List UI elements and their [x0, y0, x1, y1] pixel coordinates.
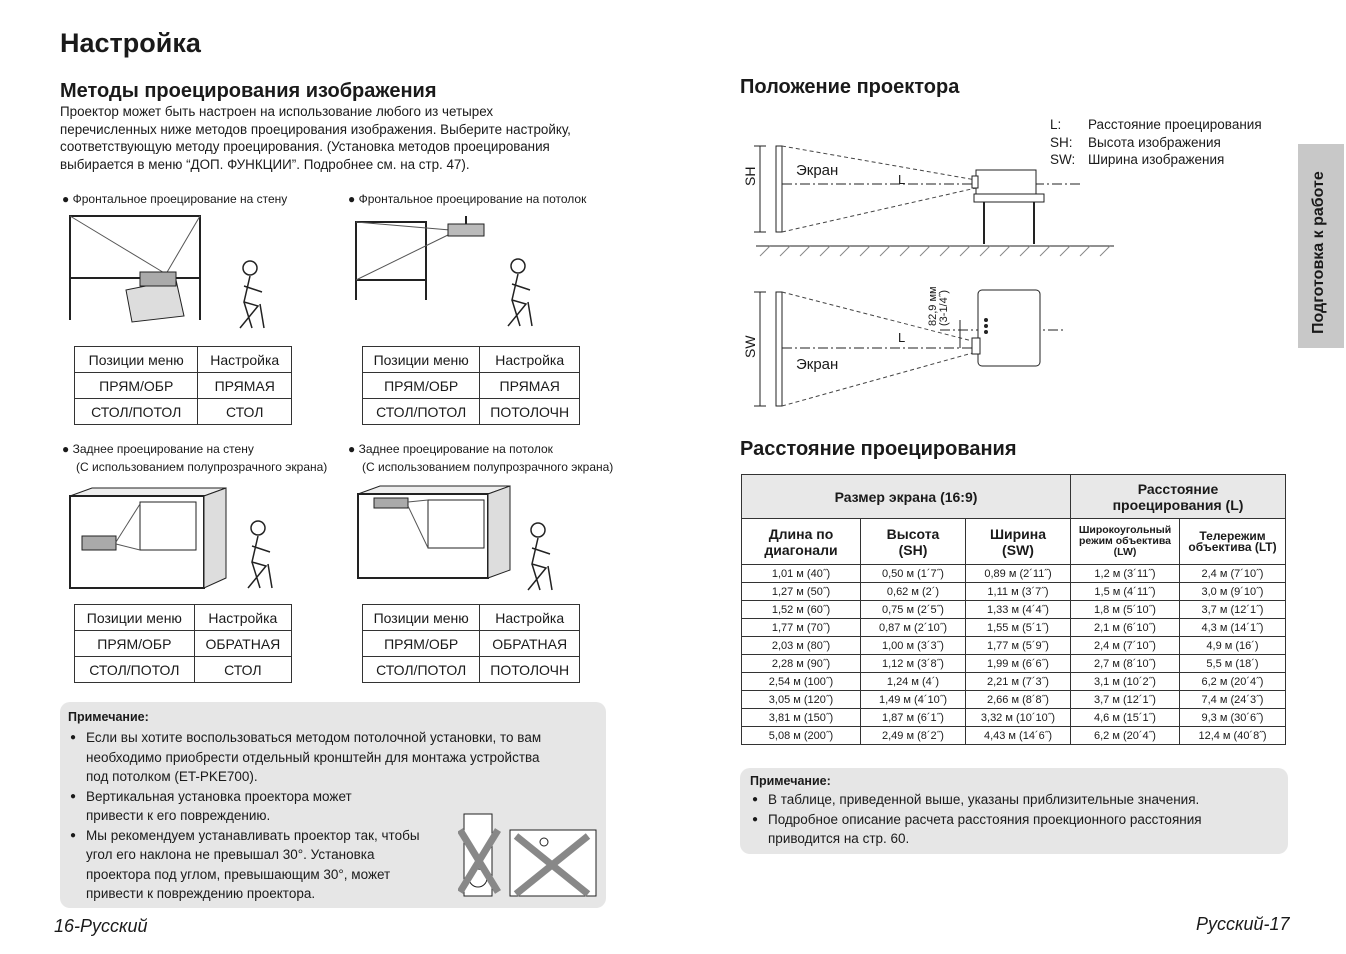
- note-line: проектора под углом, превышающим 30°, может: [86, 866, 391, 882]
- menu-cell: ПРЯМАЯ: [198, 373, 292, 399]
- table-cell: 2,54 м (100˝): [742, 673, 861, 691]
- menu-cell: ОБРАТНАЯ: [194, 631, 291, 657]
- note-line: ● В таблице, приведенной выше, указаны приблизительные значения.: [768, 792, 1200, 807]
- menu-cell: ПРЯМ/ОБР: [75, 373, 198, 399]
- menu-table-rear-ceiling: [362, 604, 580, 683]
- legend-value: Ширина изображения: [1088, 152, 1225, 167]
- menu-cell: Позиции меню: [75, 347, 198, 373]
- table-header-distance: Расстояние проецирования (L): [1071, 475, 1286, 519]
- table-cell: 1,55 м (5´1˝): [966, 619, 1071, 637]
- note-item: [68, 728, 598, 787]
- table-cell: 1,77 м (5´9˝): [966, 637, 1071, 655]
- menu-cell: Позиции меню: [363, 347, 480, 373]
- side-tab: [1298, 144, 1344, 348]
- note-line: под потолком (ET-PKE700).: [86, 769, 258, 784]
- table-cell: 3,32 м (10´10˝): [966, 709, 1071, 727]
- method-caption-text: Заднее проецирование на потолок: [358, 442, 553, 456]
- page-number-left: 16-Русский: [54, 916, 148, 936]
- method-caption: ● Фронтальное проецирование на потолок: [348, 192, 587, 206]
- table-cell: 9,3 м (30´6˝): [1180, 709, 1286, 727]
- table-cell: 1,5 м (4´11˝): [1071, 583, 1180, 601]
- table-row: [742, 637, 1286, 655]
- lens-offset-label: [928, 286, 950, 326]
- table-cell: 2,4 м (7´10˝): [1071, 637, 1180, 655]
- note-list: [750, 790, 1280, 849]
- distance-table: [741, 474, 1286, 745]
- note-line: привести к его повреждению.: [86, 808, 271, 823]
- table-row: [742, 583, 1286, 601]
- table-cell: 2,1 м (6´10˝): [1071, 619, 1180, 637]
- legend-key: L:: [1050, 117, 1062, 132]
- table-cell: 1,27 м (50˝): [742, 583, 861, 601]
- section-heading-distance: Расстояние проецирования: [740, 438, 1017, 460]
- table-cell: 3,05 м (120˝): [742, 691, 861, 709]
- table-cell: 5,5 м (18´): [1180, 655, 1286, 673]
- side-tab-label: Подготовка к работе: [1310, 171, 1327, 334]
- menu-cell: ПРЯМ/ОБР: [363, 373, 480, 399]
- table-cell: 1,52 м (60˝): [742, 601, 861, 619]
- table-cell: 1,2 м (3´11˝): [1071, 565, 1180, 583]
- table-row: [742, 601, 1286, 619]
- table-cell: 3,7 м (12´1˝): [1180, 601, 1286, 619]
- note-title: Примечание:: [750, 774, 831, 788]
- table-cell: 1,87 м (6´1˝): [861, 709, 966, 727]
- menu-cell: ПОТОЛОЧН: [480, 399, 580, 425]
- method-caption: ● Заднее проецирование на стену (С использованием полупрозрачного экрана): [62, 442, 328, 474]
- menu-cell: СТОЛ: [198, 399, 292, 425]
- screen-label-top: Экран: [796, 356, 839, 373]
- menu-cell: СТОЛ/ПОТОЛ: [75, 657, 195, 683]
- table-cell: 1,33 м (4´4˝): [966, 601, 1071, 619]
- note-line: угол его наклона не превышал 30°. Установка: [86, 847, 375, 862]
- method-caption: ● Фронтальное проецирование на стену: [62, 192, 288, 206]
- sh-label: SH: [742, 166, 758, 186]
- table-cell: 4,6 м (15´1˝): [1071, 709, 1180, 727]
- menu-cell: СТОЛ/ПОТОЛ: [363, 399, 480, 425]
- table-cell: 3,1 м (10´2˝): [1071, 673, 1180, 691]
- incorrect-installation-illustration: [458, 808, 600, 900]
- menu-cell: Позиции меню: [363, 605, 480, 631]
- table-row: [742, 727, 1286, 745]
- method-caption: ● Заднее проецирование на потолок (С использованием полупрозрачного экрана): [348, 442, 614, 474]
- table-row: [742, 673, 1286, 691]
- menu-cell: ПРЯМ/ОБР: [75, 631, 195, 657]
- table-cell: 4,43 м (14´6˝): [966, 727, 1071, 745]
- table-cell: 6,2 м (20´4˝): [1180, 673, 1286, 691]
- method-caption-text: Заднее проецирование на стену: [72, 442, 254, 456]
- table-cell: 0,75 м (2´5˝): [861, 601, 966, 619]
- table-row: [742, 655, 1286, 673]
- intro-line: перечисленных ниже методов проецирования изображения. Выберите настройку,: [60, 121, 571, 137]
- note-title: Примечание:: [68, 710, 149, 724]
- note-line: приводится на стр. 60.: [768, 831, 910, 846]
- note-line: привести к повреждению проектора.: [86, 886, 316, 901]
- legend-value: Высота изображения: [1088, 134, 1221, 150]
- table-cell: 4,3 м (14´1˝): [1180, 619, 1286, 637]
- menu-cell: Позиции меню: [75, 605, 195, 631]
- legend-key: SW:: [1050, 152, 1076, 167]
- screen-label-side: Экран: [796, 162, 839, 179]
- table-cell: 5,08 м (200˝): [742, 727, 861, 745]
- menu-cell: Настройка: [480, 605, 580, 631]
- table-cell: 1,24 м (4´): [861, 673, 966, 691]
- table-cell: 2,66 м (8´8˝): [966, 691, 1071, 709]
- table-header-diagonal: Длина по диагонали: [742, 519, 861, 565]
- menu-cell: ПОТОЛОЧН: [480, 657, 580, 683]
- table-cell: 1,12 м (3´8˝): [861, 655, 966, 673]
- menu-cell: СТОЛ: [194, 657, 291, 683]
- table-header-width: Ширина (SW): [966, 519, 1071, 565]
- method-subcaption: (С использованием полупрозрачного экрана): [362, 460, 614, 474]
- note-line: ● Если вы хотите воспользоваться методом потолочной установки, то вам: [86, 730, 542, 745]
- menu-cell: ПРЯМ/ОБР: [363, 631, 480, 657]
- rear-wall-illustration: [66, 486, 296, 598]
- rear-ceiling-illustration: [354, 484, 584, 596]
- note-box-left: [60, 702, 606, 908]
- note-line: ● Мы рекомендуем устанавливать проектор так, чтобы: [86, 827, 420, 843]
- menu-cell: Настройка: [194, 605, 291, 631]
- table-cell: 2,4 м (7´10˝): [1180, 565, 1286, 583]
- page-number-right: Русский-17: [1196, 914, 1290, 934]
- menu-cell: СТОЛ/ПОТОЛ: [75, 399, 198, 425]
- intro-text: [60, 103, 660, 173]
- table-cell: 2,21 м (7´3˝): [966, 673, 1071, 691]
- offset-metric: 82,9 мм: [927, 286, 939, 326]
- table-row: [742, 709, 1286, 727]
- table-cell: 1,00 м (3´3˝): [861, 637, 966, 655]
- legend-value: Расстояние проецирования: [1088, 117, 1262, 132]
- table-cell: 2,7 м (8´10˝): [1071, 655, 1180, 673]
- table-cell: 0,89 м (2´11˝): [966, 565, 1071, 583]
- menu-cell: СТОЛ/ПОТОЛ: [363, 657, 480, 683]
- table-header-height: Высота (SH): [861, 519, 966, 565]
- table-header-tele: Телережим объектива (LT): [1180, 519, 1286, 565]
- sw-label: SW: [742, 335, 758, 358]
- method-subcaption: (С использованием полупрозрачного экрана): [76, 460, 328, 474]
- note-line: необходимо приобрести отдельный кронштейн для монтажа устройства: [86, 749, 540, 765]
- table-header-wide: Широкоугольный режим объектива (LW): [1071, 519, 1180, 565]
- menu-cell: ОБРАТНАЯ: [480, 631, 580, 657]
- table-cell: 3,7 м (12´1˝): [1071, 691, 1180, 709]
- table-cell: 1,11 м (3´7˝): [966, 583, 1071, 601]
- note-box-right: [740, 768, 1288, 854]
- table-header-screen: Размер экрана (16:9): [742, 475, 1071, 519]
- method-caption-text: Фронтальное проецирование на стену: [72, 192, 288, 206]
- intro-line: Проектор может быть настроен на использование любого из четырех: [60, 104, 494, 119]
- distance-label-side: L: [898, 172, 906, 187]
- note-item: [750, 810, 1280, 849]
- note-line: ● Вертикальная установка проектора может: [86, 788, 352, 804]
- note-item: [750, 790, 1280, 810]
- table-cell: 6,2 м (20´4˝): [1071, 727, 1180, 745]
- table-cell: 1,8 м (5´10˝): [1071, 601, 1180, 619]
- table-row: [742, 565, 1286, 583]
- menu-table-rear-wall: [74, 604, 292, 683]
- note-line: ● Подробное описание расчета расстояния проекционного расстояния: [768, 811, 1202, 827]
- table-cell: 4,9 м (16´): [1180, 637, 1286, 655]
- table-cell: 0,62 м (2´): [861, 583, 966, 601]
- section-heading-position: Положение проектора: [740, 76, 960, 98]
- table-cell: 3,81 м (150˝): [742, 709, 861, 727]
- table-cell: 2,03 м (80˝): [742, 637, 861, 655]
- table-cell: 1,99 м (6´6˝): [966, 655, 1071, 673]
- intro-line: выбирается в меню “ДОП. ФУНКЦИИ”. Подробнее см. на стр. 47).: [60, 156, 470, 172]
- table-row: [742, 691, 1286, 709]
- intro-line: соответствующую методу проецирования. (Установка методов проецирования: [60, 139, 550, 154]
- table-cell: 1,77 м (70˝): [742, 619, 861, 637]
- table-cell: 3,0 м (9´10˝): [1180, 583, 1286, 601]
- menu-cell: Настройка: [480, 347, 580, 373]
- table-cell: 2,49 м (8´2˝): [861, 727, 966, 745]
- table-row: [742, 619, 1286, 637]
- table-cell: 1,49 м (4´10˝): [861, 691, 966, 709]
- distance-label-top: L: [898, 330, 906, 345]
- table-cell: 7,4 м (24´3˝): [1180, 691, 1286, 709]
- front-wall-illustration: [66, 210, 296, 340]
- legend-key: SH:: [1050, 134, 1073, 150]
- front-ceiling-illustration: [350, 210, 580, 340]
- method-caption-text: Фронтальное проецирование на потолок: [358, 192, 587, 206]
- offset-imperial: (3-1/4˝): [938, 289, 950, 326]
- section-heading-methods: Методы проецирования изображения: [60, 80, 437, 102]
- distance-table-body: [742, 565, 1286, 745]
- menu-cell: Настройка: [198, 347, 292, 373]
- table-cell: 2,28 м (90˝): [742, 655, 861, 673]
- table-cell: 12,4 м (40´8˝): [1180, 727, 1286, 745]
- page-title: Настройка: [60, 28, 201, 58]
- menu-table-front-ceiling: [362, 346, 580, 425]
- table-cell: 1,01 м (40˝): [742, 565, 861, 583]
- menu-table-front-wall: [74, 346, 292, 425]
- menu-cell: ПРЯМАЯ: [480, 373, 580, 399]
- table-cell: 0,87 м (2´10˝): [861, 619, 966, 637]
- table-cell: 0,50 м (1´7˝): [861, 565, 966, 583]
